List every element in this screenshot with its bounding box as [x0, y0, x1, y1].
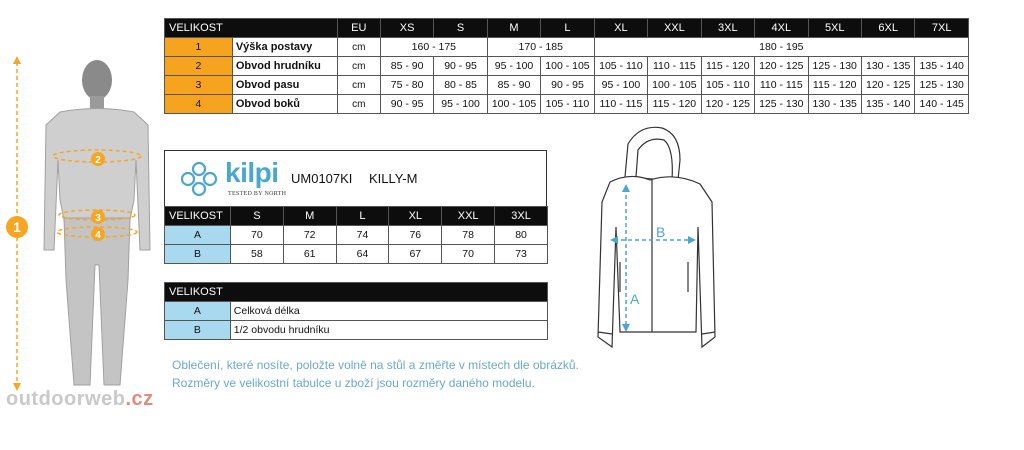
watermark	[6, 388, 154, 411]
table-cell: 170 - 185	[487, 38, 594, 57]
table-cell: 105 - 110	[701, 76, 754, 95]
header-velikost: VELIKOST	[165, 19, 338, 38]
row-unit: cm	[337, 95, 380, 114]
row-label: Obvod pasu	[232, 76, 337, 95]
table-cell: 120 - 125	[861, 76, 914, 95]
row-number: 1	[165, 38, 233, 57]
svg-text:3: 3	[95, 213, 101, 224]
table-cell: 125 - 130	[915, 76, 969, 95]
table-cell: 85 - 90	[380, 57, 433, 76]
table-cell: 74	[336, 226, 389, 245]
table-cell: 90 - 95	[541, 76, 594, 95]
header-l: L	[336, 207, 389, 226]
header-3xl: 3XL	[701, 19, 754, 38]
row-unit: cm	[337, 76, 380, 95]
table-cell: 120 - 125	[701, 95, 754, 114]
size-chart-header	[165, 19, 969, 38]
instruction-note: Rozměry ve velikostní tabulce u zboží jsou rozměry daného modelu.	[172, 376, 535, 390]
table-cell: 110 - 115	[755, 76, 808, 95]
row-label: Výška postavy	[232, 38, 337, 57]
row-letter: B	[165, 321, 231, 340]
dimension-b-label: B	[656, 224, 666, 240]
instruction-note: Oblečení, které nosíte, položte volně na stůl a změřte v místech dle obrázků.	[172, 358, 579, 372]
brand-tagline: TESTED BY NORTH	[228, 191, 287, 197]
row-letter: A	[165, 302, 231, 321]
product-measurement-table	[164, 206, 548, 264]
table-cell: 115 - 120	[701, 57, 754, 76]
table-cell: 100 - 105	[648, 76, 701, 95]
table-cell: 110 - 115	[648, 57, 701, 76]
product-name: KILLY-M	[369, 171, 418, 186]
table-cell: 100 - 105	[487, 95, 540, 114]
table-cell: 115 - 120	[808, 76, 861, 95]
svg-text:1: 1	[13, 219, 21, 235]
table-cell: 73	[495, 245, 548, 264]
header-xl: XL	[594, 19, 647, 38]
row-description: Celková délka	[230, 302, 547, 321]
table-cell: 110 - 115	[594, 95, 647, 114]
table-cell: 130 - 135	[808, 95, 861, 114]
row-description: 1/2 obvodu hrudníku	[230, 321, 547, 340]
table-cell: 72	[283, 226, 336, 245]
row-number: 4	[165, 95, 233, 114]
svg-text:4: 4	[95, 230, 101, 241]
row-letter: A	[165, 226, 231, 245]
header-m: M	[283, 207, 336, 226]
header-3xl: 3XL	[495, 207, 548, 226]
header-s: S	[434, 19, 487, 38]
table-cell: 80 - 85	[434, 76, 487, 95]
header-l: L	[541, 19, 594, 38]
table-cell: 76	[389, 226, 442, 245]
row-letter: B	[165, 245, 231, 264]
header-velikost: VELIKOST	[165, 283, 548, 302]
product-code: UM0107KI	[291, 171, 353, 186]
measurement-legend-table	[164, 282, 548, 340]
row-label: Obvod hrudníku	[232, 57, 337, 76]
row-label: Obvod boků	[232, 95, 337, 114]
table-cell: 115 - 120	[648, 95, 701, 114]
table-cell: 64	[336, 245, 389, 264]
table-row	[165, 226, 548, 245]
table-cell: 125 - 130	[808, 57, 861, 76]
table-row	[165, 38, 969, 57]
table-cell: 135 - 140	[861, 95, 914, 114]
table-cell: 67	[389, 245, 442, 264]
table-cell: 160 - 175	[380, 38, 487, 57]
watermark-tld: .cz	[125, 388, 154, 410]
table-row	[165, 76, 969, 95]
row-number: 3	[165, 76, 233, 95]
table-cell: 95 - 100	[434, 95, 487, 114]
header-4xl: 4XL	[755, 19, 808, 38]
table-cell: 75 - 80	[380, 76, 433, 95]
table-cell: 105 - 110	[594, 57, 647, 76]
marker-4	[91, 227, 105, 241]
dimension-a-label: A	[630, 291, 640, 307]
row-number: 2	[165, 57, 233, 76]
watermark-text: outdoorweb	[6, 388, 126, 410]
header-xxl: XXL	[648, 19, 701, 38]
table-cell: 58	[230, 245, 283, 264]
header-xl: XL	[389, 207, 442, 226]
table-cell: 135 - 140	[915, 57, 969, 76]
table-cell: 78	[442, 226, 495, 245]
header-5xl: 5XL	[808, 19, 861, 38]
header-7xl: 7XL	[915, 19, 969, 38]
table-row	[165, 245, 548, 264]
marker-1	[6, 216, 28, 238]
table-row	[165, 321, 548, 340]
table-cell: 90 - 95	[434, 57, 487, 76]
table-cell: 70	[230, 226, 283, 245]
product-table-header	[165, 207, 548, 226]
svg-text:2: 2	[95, 155, 101, 166]
table-cell: 61	[283, 245, 336, 264]
row-unit: cm	[337, 38, 380, 57]
table-cell: 140 - 145	[915, 95, 969, 114]
legend-header	[165, 283, 548, 302]
table-cell: 90 - 95	[380, 95, 433, 114]
marker-3	[91, 210, 105, 224]
header-xxl: XXL	[442, 207, 495, 226]
table-cell: 130 - 135	[861, 57, 914, 76]
kilpi-logo-icon	[177, 159, 221, 199]
header-eu: EU	[337, 19, 380, 38]
jacket-figure	[580, 122, 730, 362]
table-cell: 95 - 100	[487, 57, 540, 76]
table-row	[165, 57, 969, 76]
table-cell: 125 - 130	[755, 95, 808, 114]
size-chart-table	[164, 18, 969, 114]
table-cell: 100 - 105	[541, 57, 594, 76]
row-unit: cm	[337, 57, 380, 76]
header-6xl: 6XL	[861, 19, 914, 38]
brand-box	[164, 150, 547, 206]
table-cell: 105 - 110	[541, 95, 594, 114]
table-cell: 80	[495, 226, 548, 245]
table-row	[165, 302, 548, 321]
header-velikost: VELIKOST	[165, 207, 231, 226]
marker-2	[91, 152, 105, 166]
table-cell: 85 - 90	[487, 76, 540, 95]
table-cell: 180 - 195	[594, 38, 968, 57]
table-row	[165, 95, 969, 114]
table-cell: 95 - 100	[594, 76, 647, 95]
table-cell: 70	[442, 245, 495, 264]
table-cell: 120 - 125	[755, 57, 808, 76]
header-xs: XS	[380, 19, 433, 38]
header-m: M	[487, 19, 540, 38]
header-s: S	[230, 207, 283, 226]
brand-name: kilpi	[225, 157, 279, 188]
